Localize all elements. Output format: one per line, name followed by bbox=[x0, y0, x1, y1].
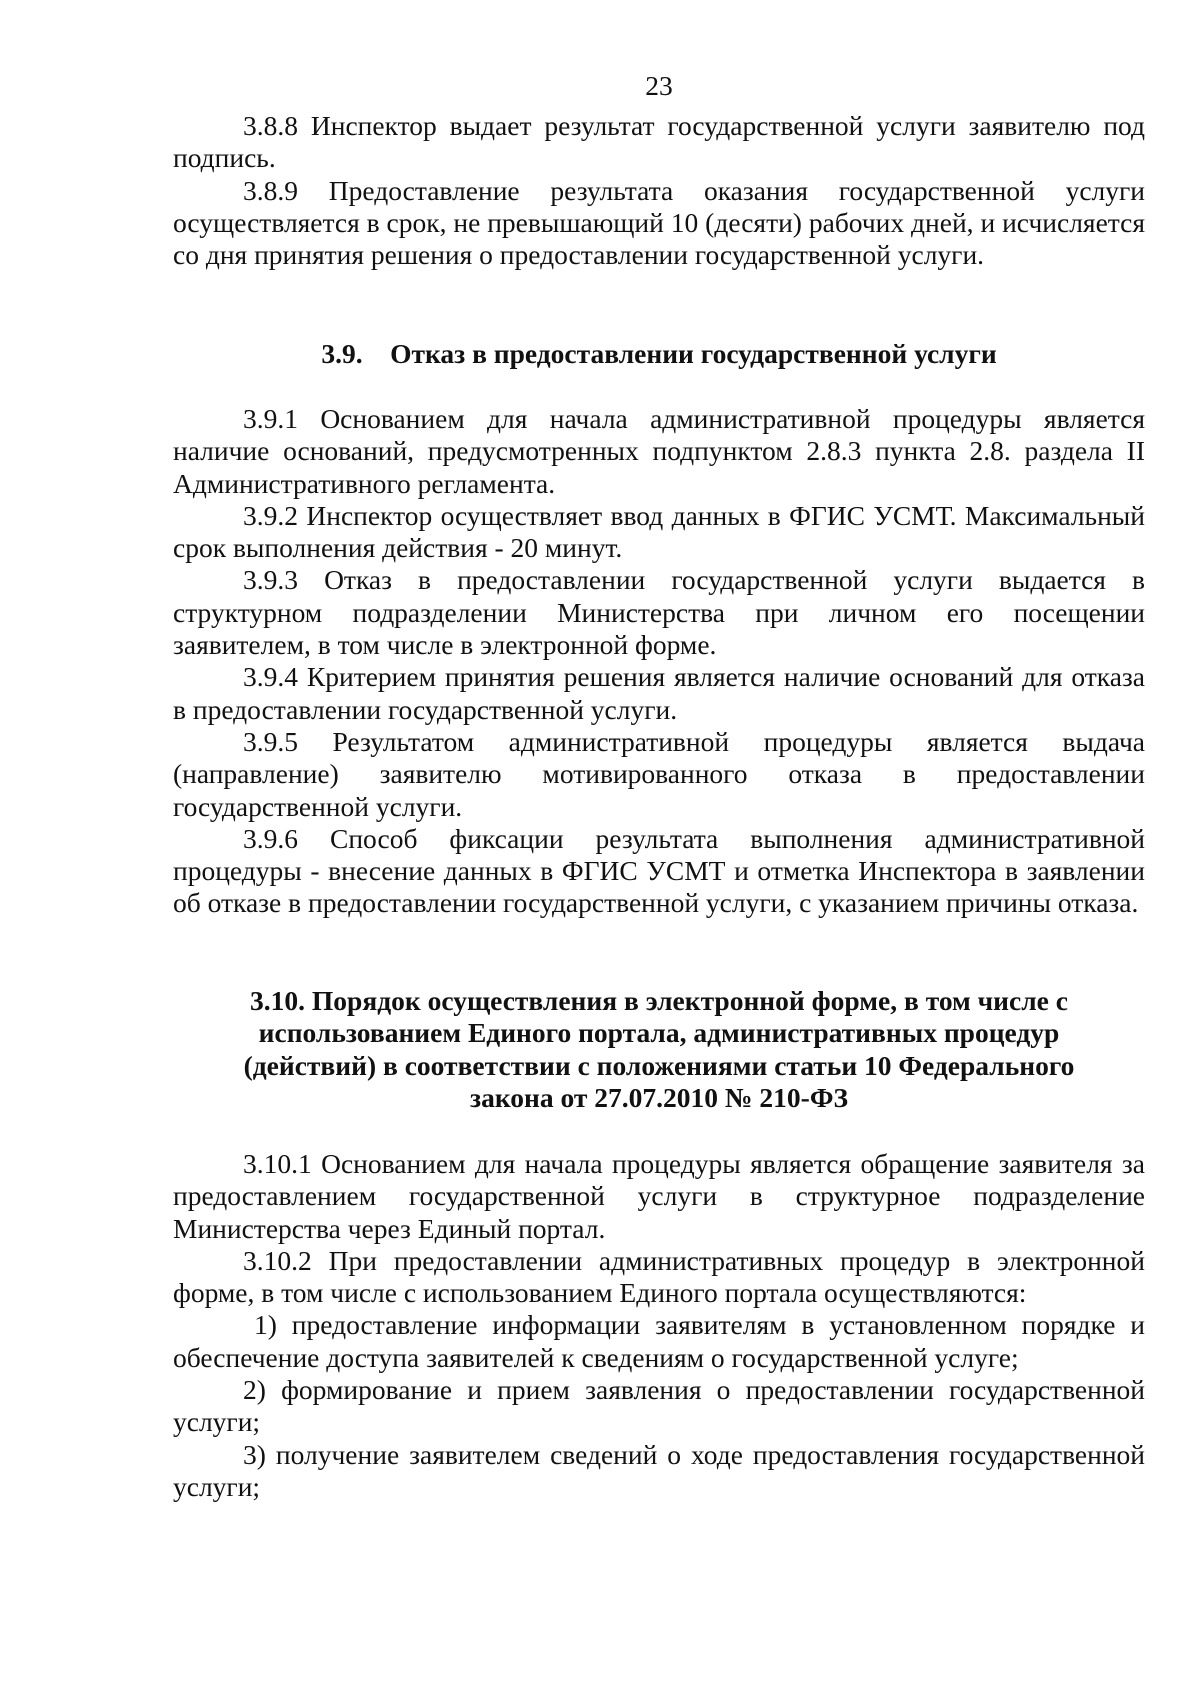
paragraph-3-8-8: 3.8.8 Инспектор выдает результат государственной услуги заявителю под подпись. bbox=[173, 110, 1145, 174]
section-3-9 bbox=[173, 403, 1145, 920]
page-number: 23 bbox=[645, 70, 673, 101]
paragraph-3-9-1: 3.9.1 Основанием для начала административной процедуры является наличие оснований, предусмотренных подпунктом 2.8.3 пункта 2.8. раздела II Административного регламента. bbox=[173, 403, 1145, 499]
list-item-3: 3) получение заявителем сведений о ходе предоставления государственной услуги; bbox=[173, 1438, 1145, 1502]
paragraph-3-8-9: 3.8.9 Предоставление результата оказания государственной услуги осуществляется в срок, не превышающий 10 (десяти) рабочих дней, и исчисляется со дня принятия решения о предоставлении государственной услуги. bbox=[173, 174, 1145, 271]
list-item-2: 2) формирование и прием заявления о предоставлении государственной услуги; bbox=[173, 1374, 1145, 1438]
section-heading-3-10-line-4: закона от 27.07.2010 № 210-ФЗ bbox=[470, 1081, 848, 1113]
section-3-10-heading-wrap bbox=[173, 985, 1145, 1114]
paragraph-3-9-6: 3.9.6 Способ фиксации результата выполнения административной процедуры - внесение данных в ФГИС УСМТ и отметка Инспектора в заявлении об отказе в предоставлении государственной услуги, с указанием причины отказа. bbox=[173, 822, 1145, 919]
section-3-9-heading-wrap bbox=[173, 338, 1145, 370]
section-3-10 bbox=[173, 1148, 1145, 1503]
section-heading-3-10-line-1: 3.10. Порядок осуществления в электронной форме, в том числе с bbox=[250, 985, 1068, 1016]
section-heading-3-10-line-2: использованием Единого портала, административных процедур bbox=[258, 1017, 1060, 1049]
paragraph-3-9-2: 3.9.2 Инспектор осуществляет ввод данных в ФГИС УСМТ. Максимальный срок выполнения действия - 20 минут. bbox=[173, 499, 1145, 564]
paragraph-3-9-3: 3.9.3 Отказ в предоставлении государственной услуги выдается в структурном подразделении Министерства при личном его посещении заявителем, в том числе в электронной форме. bbox=[173, 564, 1145, 661]
section-heading-3-9: 3.9. Отказ в предоставлении государственной услуги bbox=[321, 338, 997, 369]
list-item-1: 1) предоставление информации заявителям в установленном порядке и обеспечение доступа заявителей к сведениям о государственной услуге; bbox=[173, 1309, 1145, 1373]
paragraph-3-9-5: 3.9.5 Результатом административной процедуры является выдача (направление) заявителю мотивированного отказа в предоставлении государственной услуги. bbox=[173, 725, 1145, 822]
section-heading-3-10-line-3: (действий) в соответствии с положениями статьи 10 Федерального bbox=[243, 1049, 1075, 1081]
paragraph-3-10-1: 3.10.1 Основанием для начала процедуры является обращение заявителя за предоставлением государственной услуги в структурное подразделение Министерства через Единый портал. bbox=[173, 1148, 1145, 1244]
paragraph-3-10-2: 3.10.2 При предоставлении административных процедур в электронной форме, в том числе с использованием Единого портала осуществляются: bbox=[173, 1244, 1145, 1309]
section-3-8-end bbox=[173, 110, 1145, 271]
paragraph-3-9-4: 3.9.4 Критерием принятия решения является наличие оснований для отказа в предоставлении государственной услуги. bbox=[173, 661, 1145, 725]
